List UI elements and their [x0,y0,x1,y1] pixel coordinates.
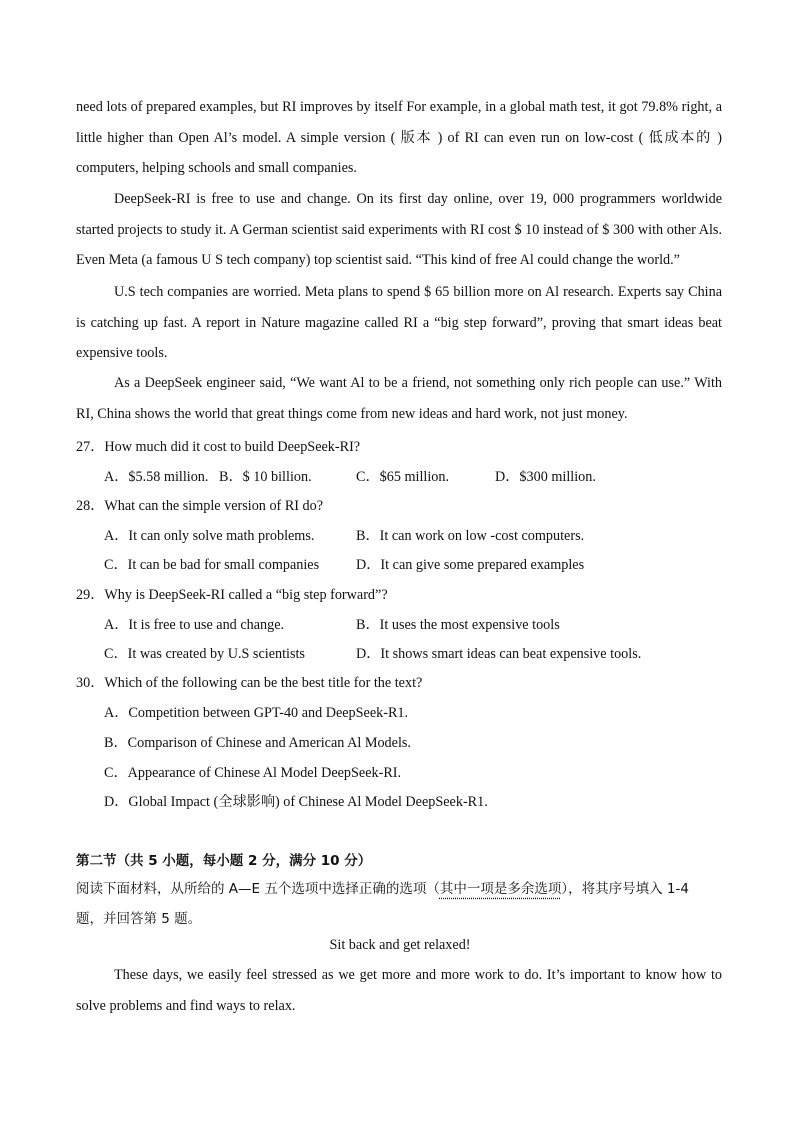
option-c: C．Appearance of Chinese Al Model DeepSeek-RI. [104,765,402,781]
passage-paragraph-4: As a DeepSeek engineer said, “We want Al to be a friend, not something only rich people can use.” With RI, China shows the world that great things come from new ideas and hard work, not just money. [76,375,722,422]
option-c: C．It was created by U.S scientists [104,646,305,662]
option-b: B．It can work on low -cost computers. [356,528,585,544]
option-c: C．It can be bad for small companies [104,557,320,573]
option-d: D．$300 million. [495,469,596,485]
option-a: A．It is free to use and change. [104,617,285,633]
section2-paragraph-1: These days, we easily feel stressed as we get more and more work to do. It’s important to know how to solve problems and find ways to relax. [76,967,722,1014]
section-instructions-continued: 题，并回答第 5 题。 [76,911,202,927]
option-b: B．$ 10 billion. [219,469,312,485]
question-stem: 28．What can the simple version of RI do? [76,498,324,514]
question-stem: 27．How much did it cost to build DeepSeek-RI? [76,439,361,455]
question-stem: 30．Which of the following can be the best title for the text? [76,675,423,691]
option-d: D．Global Impact (全球影响) of Chinese Al Model DeepSeek-R1. [104,794,488,810]
option-d: D．It shows smart ideas can beat expensive tools. [356,646,642,662]
section-instructions [76,877,689,897]
option-c: C．$65 million. [356,469,450,485]
option-a: A．Competition between GPT-40 and DeepSeek-R1. [104,705,409,721]
passage-paragraph-2: DeepSeek-RI is free to use and change. On its first day online, over 19, 000 programmers worldwide started projects to study it. A German scientist said experiments with RI cost $ 10 instead of $ 300 with other Als. Even Meta (a famous U S tech company) top scientist said. “This kind of free Al could change the world.” [76,191,722,268]
instructions-text-a: 阅读下面材料，从所给的 A—E 五个选项中选择正确的选项（ [76,881,440,897]
option-d: D．It can give some prepared examples [356,557,585,573]
passage-paragraph-3: U.S tech companies are worried. Meta plans to spend $ 65 billion more on Al research. Experts say China is catching up fast. A report in Nature magazine called RI a “big step forward”, proving that smart ideas beat expensive tools. [76,284,722,361]
passage-title: Sit back and get relaxed! [329,937,471,953]
option-b: B．Comparison of Chinese and American Al Models. [104,735,411,751]
option-a: A．It can only solve math problems. [104,528,315,544]
instructions-text-b: ），将其序号填入 1-4 [561,881,689,897]
question-stem: 29．Why is DeepSeek-RI called a “big step forward”? [76,587,388,603]
option-b: B．It uses the most expensive tools [356,617,560,633]
option-a: A．$5.58 million. [104,469,209,485]
section-heading: 第二节（共 5 小题，每小题 2 分，满分 10 分） [76,853,372,869]
passage-paragraph-1: need lots of prepared examples, but RI improves by itself For example, in a global math test, it got 79.8% right, a little higher than Open Al’s model. A simple version ( 版本 ) of RI can even run on low-cost ( 低成本的 ) computers, helping schools and small companies. [76,99,722,176]
instructions-emphasis: 其中一项是多余选项 [439,881,562,897]
